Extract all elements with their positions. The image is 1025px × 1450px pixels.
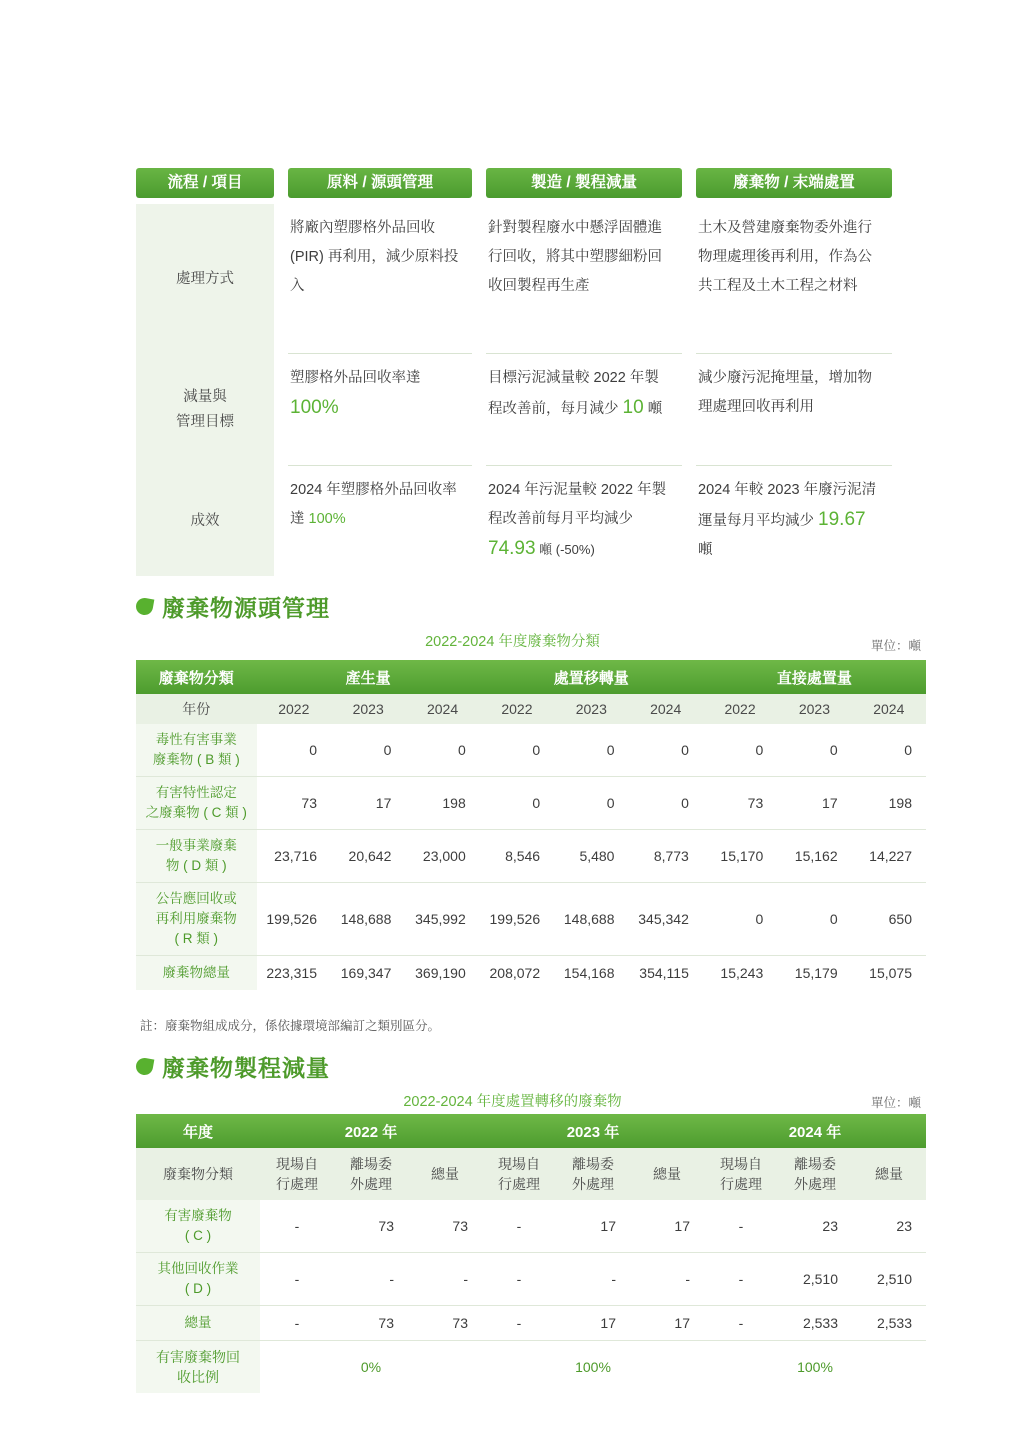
table2-row-label-c-l2: ( C ) <box>184 1228 212 1243</box>
table-row-total <box>136 1306 926 1341</box>
table1-row-label-c <box>136 777 257 830</box>
table1-sub-label: 年份 <box>136 694 257 724</box>
cell: - <box>556 1253 630 1306</box>
table2-sub-2023-total: 總量 <box>630 1148 704 1200</box>
cell: 73 <box>334 1306 408 1341</box>
matrix-cell-method-manufacture: 針對製程廢水中懸浮固體進行回收，將其中塑膠細粉回收回製程再生產 <box>486 204 682 354</box>
cell: 354,115 <box>639 965 689 981</box>
section-heading-source-management <box>136 590 330 623</box>
cell: 0 <box>777 724 851 777</box>
cell: 17 <box>630 1306 704 1341</box>
table2-row-label-total: 總量 <box>136 1306 260 1341</box>
table2-row-label-c <box>136 1200 260 1253</box>
table1-row-label-c-l1: 有害特性認定 <box>155 785 237 800</box>
cell: 23,716 <box>257 830 331 883</box>
table-row <box>136 777 926 830</box>
table2-sub-2024-offsite <box>778 1148 852 1200</box>
matrix-cell-target-manufacture <box>486 354 682 466</box>
cell: 15,162 <box>777 830 851 883</box>
matrix-cell-target-material-pre: 塑膠格外品回收率達 <box>290 370 421 386</box>
table-unit-2: 單位：噸 <box>870 1096 921 1110</box>
cell: 0 <box>554 777 628 830</box>
section-title-1: 廢棄物源頭管理 <box>162 595 330 621</box>
table1-group-header <box>136 660 926 694</box>
matrix-cell-result-waste-post: 噸 <box>698 542 713 558</box>
table2-sub-2024-onsite-l1: 現場自 <box>720 1156 762 1172</box>
table2-sub-label: 廢棄物分類 <box>136 1148 260 1200</box>
table1-row-label-c-l2: 之廢棄物 ( C 類 ) <box>145 805 247 820</box>
cell: 20,642 <box>331 830 405 883</box>
table1-sub-header <box>136 694 926 724</box>
table1-note: 註：廢棄物組成成分，係依據環境部編訂之類別區分。 <box>140 1019 441 1033</box>
matrix-cell-result-manufacture-post: 噸 (-50%) <box>535 542 595 557</box>
table2-sub-2022-total: 總量 <box>408 1148 482 1200</box>
table1-row-label-r-l1: 公告應回收或 <box>155 891 237 906</box>
cell: 15,243 <box>720 965 764 981</box>
table2-year-header <box>136 1114 926 1148</box>
table2-row-label-pct <box>136 1341 260 1394</box>
table2-sub-2023-onsite <box>482 1148 556 1200</box>
matrix-cell-result-material-pre: 2024 年塑膠格外品回收率達 <box>290 482 457 527</box>
cell: 17 <box>556 1306 630 1341</box>
table1-row-label-r-l3: ( R 類 ) <box>174 931 219 946</box>
table1-row-label-b-l2: 廢棄物 ( B 類 ) <box>152 752 240 767</box>
table2-row-label-pct-l1: 有害廢棄物回 <box>156 1349 240 1365</box>
cell-pct-2023: 100% <box>575 1359 611 1375</box>
table1-year-d-2022: 2022 <box>480 694 554 724</box>
table2-sub-2024-onsite <box>704 1148 778 1200</box>
table2-sub-2024-total: 總量 <box>852 1148 926 1200</box>
table2-sub-2024-onsite-l2: 行處理 <box>720 1176 762 1192</box>
cell: - <box>704 1306 778 1341</box>
matrix-header-manufacture: 製造 / 製程減量 <box>486 168 682 198</box>
cell: 0 <box>331 724 405 777</box>
matrix-cell-result-material <box>288 466 472 576</box>
cell: 2,533 <box>852 1306 926 1341</box>
table1-row-label-b <box>136 724 257 777</box>
table1-col-diverted: 處置移轉量 <box>480 660 703 694</box>
section-heading-process-reduction <box>136 1050 330 1083</box>
table1-row-label-r-l2: 再利用廢棄物 <box>155 911 237 926</box>
cell: 169,347 <box>340 965 392 981</box>
cell: 17 <box>777 777 851 830</box>
table2-sub-2023-onsite-l1: 現場自 <box>498 1156 540 1172</box>
cell: - <box>630 1253 704 1306</box>
matrix-cell-target-manufacture-hi: 10 <box>622 397 644 418</box>
cell: 345,992 <box>405 883 479 956</box>
matrix-row-label-result: 成效 <box>136 466 274 576</box>
cell: 0 <box>480 724 554 777</box>
matrix-cell-result-waste-hi: 19.67 <box>818 509 866 530</box>
table1-year-g-2023: 2023 <box>331 694 405 724</box>
diverted-waste-table <box>136 1114 926 1393</box>
table-title-1: 2022-2024 年度廢棄物分類 <box>425 634 600 650</box>
table2-sub-2022-onsite <box>260 1148 334 1200</box>
table-row <box>136 724 926 777</box>
table1-col-generated: 產生量 <box>257 660 480 694</box>
cell: 73 <box>408 1200 482 1253</box>
table2-row-label-d-l1: 其他回收作業 <box>157 1261 239 1276</box>
waste-strategy-matrix <box>136 168 906 576</box>
cell: 0 <box>777 883 851 956</box>
table2-sub-2024-offsite-l2: 外處理 <box>794 1176 836 1192</box>
cell-pct-2024: 100% <box>797 1359 833 1375</box>
table1-row-label-d-l1: 一般事業廢棄 <box>155 838 237 853</box>
cell: 8,546 <box>480 830 554 883</box>
table2-row-label-c-l1: 有害廢棄物 <box>164 1208 232 1223</box>
cell: 0 <box>405 724 479 777</box>
table2-sub-2022-onsite-l1: 現場自 <box>276 1156 318 1172</box>
matrix-row-label-target <box>136 354 274 466</box>
cell: - <box>482 1253 556 1306</box>
cell: 0 <box>703 883 777 956</box>
table2-col-year-label: 年度 <box>136 1114 260 1148</box>
matrix-cell-result-manufacture-pre: 2024 年污泥量較 2022 年製程改善前每月平均減少 <box>488 482 667 527</box>
table1-year-p-2022: 2022 <box>703 694 777 724</box>
table1-row-label-total: 廢棄物總量 <box>136 956 257 991</box>
table2-sub-2023-offsite <box>556 1148 630 1200</box>
cell: 223,315 <box>266 965 317 981</box>
cell: 73 <box>257 777 331 830</box>
table1-year-d-2023: 2023 <box>554 694 628 724</box>
matrix-cell-method-material: 將廠內塑膠格外品回收 (PIR) 再利用，減少原料投入 <box>288 204 472 354</box>
cell: 369,190 <box>415 965 466 981</box>
table1-year-g-2024: 2024 <box>405 694 479 724</box>
table1-year-p-2023: 2023 <box>777 694 851 724</box>
table2-sub-2022-offsite-l1: 離場委 <box>350 1156 392 1172</box>
matrix-cell-target-manufacture-pre: 目標污泥減量較 2022 年製程改善前，每月減少 <box>488 370 659 417</box>
table1-row-label-d-l2: 物 ( D 類 ) <box>165 858 227 873</box>
cell: 2,510 <box>852 1253 926 1306</box>
cell: 15,075 <box>869 965 912 981</box>
matrix-cell-target-manufacture-post: 噸 <box>643 401 663 417</box>
table2-row-label-d <box>136 1253 260 1306</box>
leaf-icon <box>135 597 155 617</box>
matrix-row-label-method: 處理方式 <box>136 204 274 354</box>
leaf-icon <box>135 1057 155 1077</box>
table2-group-2023: 2023 年 <box>482 1114 704 1148</box>
cell: - <box>260 1200 334 1253</box>
waste-classification-table <box>136 660 926 990</box>
cell: 0 <box>257 724 331 777</box>
cell: 14,227 <box>852 830 926 883</box>
cell: 73 <box>703 777 777 830</box>
table-title-2: 2022-2024 年度處置轉移的廢棄物 <box>403 1094 622 1110</box>
matrix-cell-target-waste <box>696 354 892 466</box>
matrix-header-row <box>136 168 906 198</box>
cell: 23 <box>778 1200 852 1253</box>
cell: - <box>482 1200 556 1253</box>
table2-sub-2022-onsite-l2: 行處理 <box>276 1176 318 1192</box>
section-title-2: 廢棄物製程減量 <box>162 1055 330 1081</box>
matrix-header-waste: 廢棄物 / 末端處置 <box>696 168 892 198</box>
table1-col-disposed: 直接處置量 <box>703 660 926 694</box>
table2-sub-2023-offsite-l2: 外處理 <box>572 1176 614 1192</box>
matrix-cell-method-waste: 土木及營建廢棄物委外進行物理處理後再利用，作為公共工程及土木工程之材料 <box>696 204 892 354</box>
matrix-row-method <box>136 204 906 354</box>
matrix-cell-target-material <box>288 354 472 466</box>
matrix-cell-result-waste <box>696 466 892 576</box>
table2-sub-header <box>136 1148 926 1200</box>
table2-sub-2023-offsite-l1: 離場委 <box>572 1156 614 1172</box>
cell: - <box>260 1253 334 1306</box>
cell: 0 <box>480 777 554 830</box>
cell: - <box>408 1253 482 1306</box>
cell: 17 <box>630 1200 704 1253</box>
cell: 0 <box>852 724 926 777</box>
table-row <box>136 1200 926 1253</box>
cell: - <box>704 1253 778 1306</box>
cell: 15,179 <box>794 965 838 981</box>
table1-row-label-b-l1: 毒性有害事業 <box>155 732 237 747</box>
table1-row-label-r <box>136 883 257 956</box>
cell-pct-2022: 0% <box>360 1359 382 1375</box>
matrix-cell-target-material-hi: 100% <box>290 397 339 418</box>
cell: 17 <box>331 777 405 830</box>
table-row-total <box>136 956 926 991</box>
cell: 650 <box>852 883 926 956</box>
cell: 154,168 <box>563 965 615 981</box>
cell: 199,526 <box>480 883 554 956</box>
table1-row-label-d <box>136 830 257 883</box>
cell: 73 <box>408 1306 482 1341</box>
matrix-cell-target-waste-pre: 減少廢污泥掩埋量，增加物理處理回收再利用 <box>698 370 872 415</box>
table-row <box>136 1253 926 1306</box>
cell: 15,170 <box>703 830 777 883</box>
cell: 148,688 <box>554 883 628 956</box>
cell: 208,072 <box>489 965 541 981</box>
matrix-header-process: 流程 / 項目 <box>136 168 274 198</box>
cell: 198 <box>405 777 479 830</box>
table2-sub-2024-offsite-l1: 離場委 <box>794 1156 836 1172</box>
cell: - <box>260 1306 334 1341</box>
cell: - <box>334 1253 408 1306</box>
cell: 23 <box>852 1200 926 1253</box>
matrix-header-material: 原料 / 源頭管理 <box>288 168 472 198</box>
cell: 345,342 <box>628 883 702 956</box>
cell: 5,480 <box>554 830 628 883</box>
cell: 0 <box>703 724 777 777</box>
table-row-percent <box>136 1341 926 1394</box>
cell: 2,533 <box>778 1306 852 1341</box>
cell: 2,510 <box>778 1253 852 1306</box>
cell: 73 <box>334 1200 408 1253</box>
cell: - <box>482 1306 556 1341</box>
cell: 198 <box>852 777 926 830</box>
matrix-row-label-target-l1: 減量與 <box>183 389 227 405</box>
table2-sub-2023-onsite-l2: 行處理 <box>498 1176 540 1192</box>
matrix-cell-result-material-hi: 100% <box>308 511 346 527</box>
table2-row-label-pct-l2: 收比例 <box>177 1369 219 1385</box>
table1-col-category: 廢棄物分類 <box>136 660 257 694</box>
table2-row-label-d-l2: ( D ) <box>184 1281 212 1296</box>
cell: 17 <box>556 1200 630 1253</box>
table-unit-1: 單位：噸 <box>870 639 921 653</box>
cell: - <box>704 1200 778 1253</box>
cell: 148,688 <box>331 883 405 956</box>
cell: 0 <box>554 724 628 777</box>
table2-group-2024: 2024 年 <box>704 1114 926 1148</box>
table-row <box>136 830 926 883</box>
matrix-row-label-target-l2: 管理目標 <box>176 414 234 430</box>
table2-group-2022: 2022 年 <box>260 1114 482 1148</box>
table2-sub-2022-offsite <box>334 1148 408 1200</box>
cell: 0 <box>628 724 702 777</box>
matrix-cell-result-manufacture <box>486 466 682 576</box>
cell: 199,526 <box>257 883 331 956</box>
table2-sub-2022-offsite-l2: 外處理 <box>350 1176 392 1192</box>
matrix-cell-result-waste-pre: 2024 年較 2023 年廢污泥清運量每月平均減少 <box>698 482 877 529</box>
cell: 0 <box>628 777 702 830</box>
matrix-row-target <box>136 354 906 466</box>
table-row <box>136 883 926 956</box>
table1-year-p-2024: 2024 <box>852 694 926 724</box>
cell: 23,000 <box>405 830 479 883</box>
cell: 8,773 <box>628 830 702 883</box>
table1-year-g-2022: 2022 <box>257 694 331 724</box>
matrix-row-result <box>136 466 906 576</box>
matrix-cell-result-manufacture-hi: 74.93 <box>488 538 536 559</box>
table1-year-d-2024: 2024 <box>628 694 702 724</box>
